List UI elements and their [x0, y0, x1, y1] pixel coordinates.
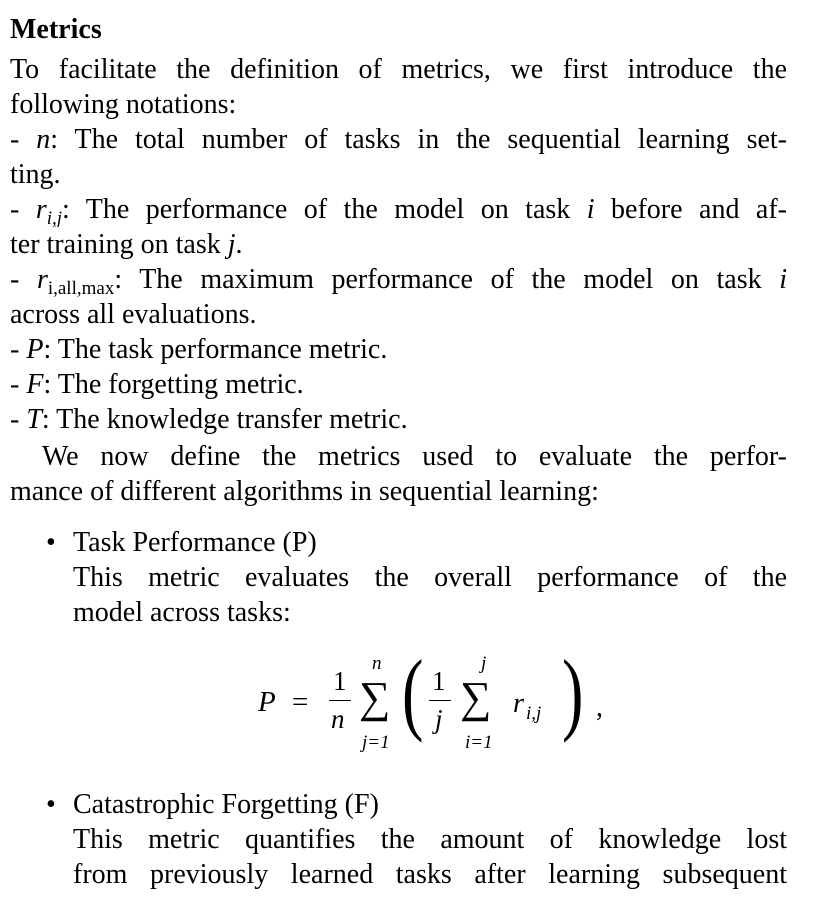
math-symbol: j — [227, 229, 236, 260]
dash: - — [10, 194, 36, 225]
paragraph-line: We now define the metrics used to evaluate the perfor- — [42, 441, 787, 472]
sum-lower: i=1 — [465, 732, 493, 753]
text: . — [235, 229, 243, 260]
bullet-title: Catastrophic Forgetting (F) — [73, 789, 379, 820]
bullet-line: model across tasks: — [73, 597, 291, 628]
bullet-title: Task Performance (P) — [73, 527, 317, 558]
paragraph-line: mance of different algorithms in sequential learning: — [10, 476, 599, 507]
math-symbol: P — [26, 334, 44, 365]
right-paren: ) — [562, 641, 584, 743]
math-symbol: n — [36, 124, 51, 155]
text: before and af- — [594, 194, 787, 225]
formula-r-subscript: i,j — [526, 703, 542, 724]
formula-r: r — [513, 688, 524, 719]
dash: - — [10, 404, 27, 435]
bullet-line: from previously learned tasks after learning subsequent — [73, 859, 787, 890]
math-symbol: i — [586, 194, 595, 225]
text: : The performance of the model on task — [62, 194, 587, 225]
formula-equals: = — [292, 686, 309, 718]
notation-p — [10, 332, 387, 367]
math-symbol: r — [35, 194, 47, 225]
sum-symbol: ∑ — [460, 673, 492, 722]
notation-n — [10, 122, 787, 157]
formula-comma: , — [596, 692, 603, 723]
text: ter training on task — [10, 229, 228, 260]
math-subscript: i,j — [46, 208, 63, 227]
notation-rij — [10, 192, 787, 227]
text: : The task performance metric. — [43, 334, 388, 365]
text: : The total number of tasks in the sequential learning set- — [50, 124, 787, 155]
formula-lhs: P — [258, 686, 276, 718]
paragraph-line — [10, 227, 243, 262]
dash: - — [10, 124, 37, 155]
fraction-numerator: 1 — [333, 666, 347, 696]
notation-t — [10, 402, 408, 437]
fraction-numerator: 1 — [432, 666, 446, 696]
math-subscript: i,all,max — [47, 278, 115, 297]
text: : The forgetting metric. — [43, 369, 304, 400]
notation-rmax — [10, 262, 787, 297]
sum-upper: n — [372, 653, 382, 674]
text: : The maximum performance of the model on task — [114, 264, 780, 295]
math-symbol: F — [26, 369, 44, 400]
sum-lower: j=1 — [362, 732, 390, 753]
bullet-marker: • — [46, 789, 56, 820]
math-symbol: r — [36, 264, 48, 295]
text: : The knowledge transfer metric. — [41, 404, 408, 435]
fraction-denominator: j — [435, 704, 443, 734]
paragraph-line: To facilitate the definition of metrics, we first introduce the — [10, 54, 787, 85]
dash: - — [10, 334, 27, 365]
fraction-bar — [429, 700, 451, 701]
math-symbol: T — [26, 404, 42, 435]
fraction-bar — [329, 700, 351, 701]
math-symbol: i — [779, 264, 787, 295]
dash: - — [10, 264, 37, 295]
notation-f — [10, 367, 304, 402]
dash: - — [10, 369, 27, 400]
bullet-line: This metric quantifies the amount of knowledge lost — [73, 824, 787, 855]
paragraph-line: across all evaluations. — [10, 299, 257, 330]
sum-upper: j — [481, 653, 487, 674]
sum-symbol: ∑ — [359, 673, 391, 722]
left-paren: ( — [402, 641, 424, 743]
bullet-marker: • — [46, 527, 56, 558]
bullet-line: This metric evaluates the overall performance of the — [73, 562, 787, 593]
paragraph-line: ting. — [10, 159, 61, 190]
fraction-denominator: n — [331, 704, 345, 734]
section-heading: Metrics — [10, 14, 102, 45]
paragraph-line: following notations: — [10, 89, 237, 120]
